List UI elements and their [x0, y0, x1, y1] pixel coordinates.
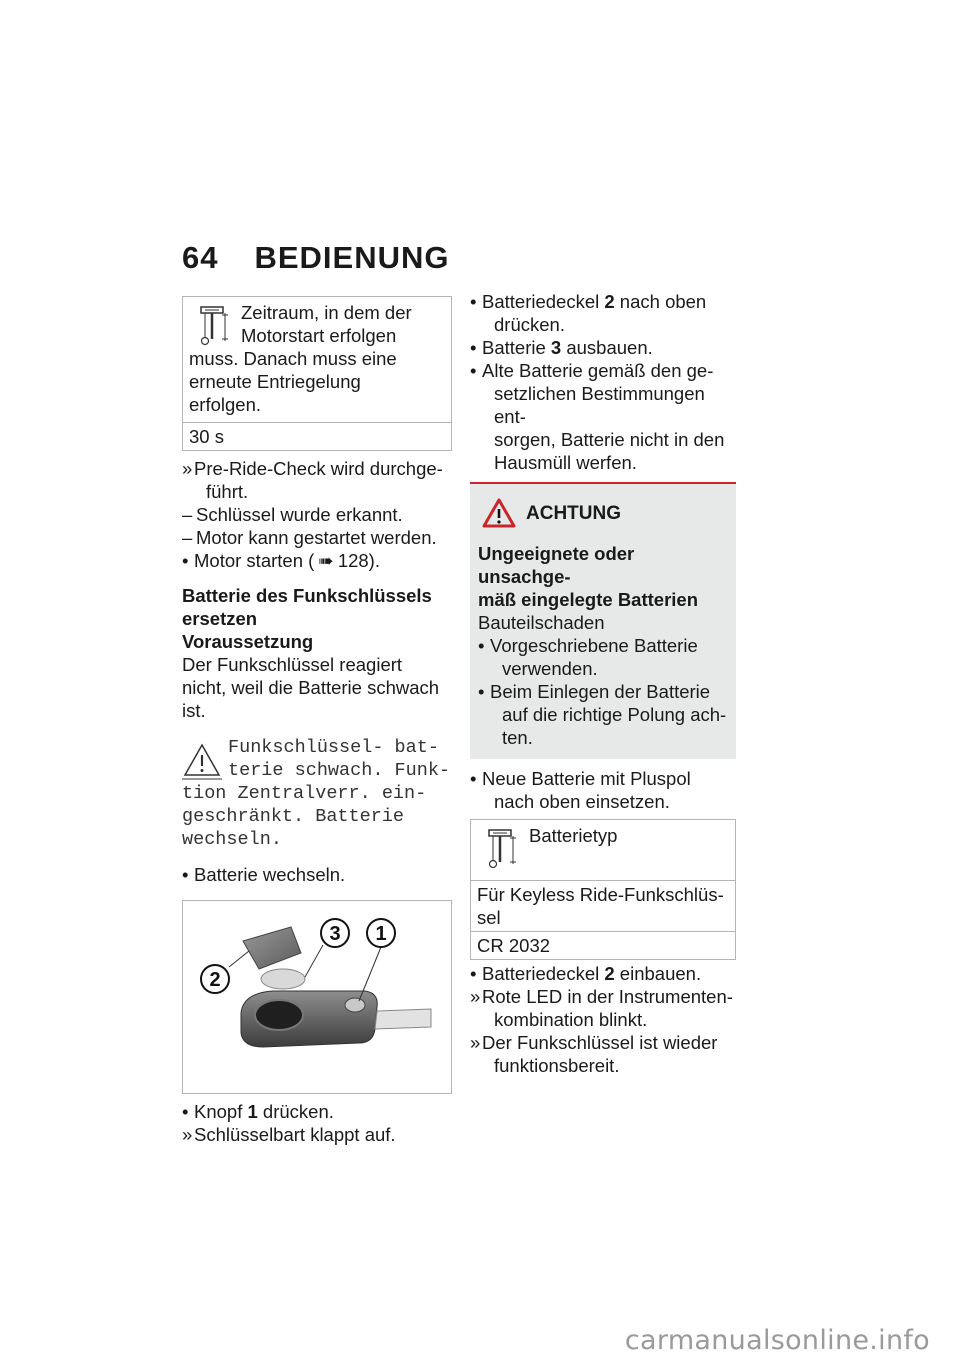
- battery-cover: [243, 927, 301, 969]
- key-illustration: [183, 901, 451, 1093]
- page-header: [182, 240, 450, 276]
- tech-text: erfolgen.: [189, 394, 261, 415]
- bullet: •: [478, 635, 485, 656]
- left-column: [182, 296, 452, 1146]
- caution-box: [470, 482, 736, 759]
- bullet: •: [182, 1101, 189, 1122]
- step-text: Batteriedeckel: [482, 963, 605, 984]
- display-text: Funkschlüssel- bat-: [228, 737, 439, 758]
- step-text: drücken.: [257, 1101, 334, 1122]
- callout-1: 1: [375, 923, 387, 945]
- dash-line: [182, 503, 452, 526]
- caution-text: auf die richtige Polung ach-: [502, 704, 727, 725]
- dash-marker: –: [182, 504, 193, 525]
- step-text: drücken.: [494, 314, 565, 335]
- dash-text: Motor kann gestartet werden.: [196, 527, 437, 548]
- watermark: carmanualsonline.info: [624, 1325, 930, 1356]
- part-number: 2: [604, 963, 615, 984]
- page-ref-arrow-icon: ➠: [318, 550, 334, 571]
- display-text: terie schwach. Funk-: [228, 760, 451, 781]
- key-figure: [182, 900, 452, 1094]
- result-text: Rote LED in der Instrumenten-: [482, 986, 733, 1007]
- result-text: führt.: [206, 481, 249, 502]
- caution-title: ACHTUNG: [526, 502, 621, 524]
- caution-header: [478, 498, 730, 528]
- step-line: [470, 359, 736, 474]
- section-title: BEDIENUNG: [254, 240, 450, 275]
- step-text: sorgen, Batterie nicht in den: [494, 429, 725, 450]
- result-line: [470, 985, 736, 1031]
- result-marker: »: [470, 1032, 481, 1053]
- tech-text: erneute Entriegelung: [189, 371, 361, 392]
- step-text: ausbauen.: [561, 337, 653, 358]
- right-column: [470, 290, 736, 1077]
- bullet: •: [470, 291, 477, 312]
- bullet: •: [478, 681, 485, 702]
- step-text: Batteriedeckel: [482, 291, 605, 312]
- tech-value: 30 s: [183, 422, 451, 450]
- caution-triangle-icon: [482, 498, 516, 528]
- subheading: Voraussetzung: [182, 631, 314, 652]
- result-line: [470, 1031, 736, 1077]
- result-text: funktionsbereit.: [494, 1055, 620, 1076]
- tech-data-box: [182, 296, 452, 451]
- section-heading: ersetzen: [182, 608, 258, 629]
- dash-line: [182, 526, 452, 549]
- caution-text: verwenden.: [502, 658, 598, 679]
- callout-2: 2: [209, 969, 221, 991]
- result-text: kombination blinkt.: [494, 1009, 648, 1030]
- technical-data-icon: [483, 828, 521, 870]
- result-line: [182, 457, 452, 503]
- part-number: 3: [550, 337, 562, 358]
- result-marker: »: [470, 986, 481, 1007]
- step-line: [470, 767, 736, 813]
- tech-text: Zeitraum, in dem der: [241, 302, 412, 323]
- bullet: •: [182, 864, 189, 885]
- caution-text: Beim Einlegen der Batterie: [490, 681, 711, 702]
- callout-3: 3: [329, 923, 341, 945]
- condition-text: nicht, weil die Batterie schwach: [182, 677, 440, 698]
- result-marker: »: [182, 1124, 193, 1145]
- caution-item: [478, 634, 730, 680]
- step-text: Batterie wechseln.: [194, 864, 346, 885]
- technical-data-icon: [195, 305, 233, 347]
- bullet: •: [470, 963, 477, 984]
- step-text: nach oben: [614, 291, 707, 312]
- display-text: tion Zentralverr. ein-: [182, 783, 427, 804]
- bullet: •: [470, 360, 477, 381]
- step-line: [470, 962, 736, 985]
- bullet: •: [182, 550, 189, 571]
- part-number: 2: [604, 291, 615, 312]
- caution-hazard: Ungeeignete oder unsachge-: [478, 543, 635, 587]
- caution-consequence: Bauteilschaden: [478, 612, 605, 633]
- tech-title: Batterietyp: [529, 825, 618, 846]
- page-number: 64: [182, 240, 219, 275]
- step-text: Motor starten (: [194, 550, 315, 571]
- tech-value: CR 2032: [471, 931, 735, 959]
- page-ref: 128).: [337, 550, 380, 571]
- step-text: Alte Batterie gemäß den ge-: [482, 360, 714, 381]
- bullet: •: [470, 768, 477, 789]
- step-text: Batterie: [482, 337, 551, 358]
- step-line: [182, 1100, 452, 1123]
- tech-text: sel: [477, 907, 501, 928]
- release-button: [345, 998, 365, 1012]
- coin-battery: [261, 969, 305, 989]
- key-ring-hole: [255, 1000, 303, 1030]
- caution-text: Vorgeschriebene Batterie: [490, 635, 698, 656]
- tech-text: Motorstart erfolgen: [241, 325, 397, 346]
- key-blade: [375, 1009, 431, 1029]
- tech-text: muss. Danach muss eine: [189, 348, 397, 369]
- tech-text: Für Keyless Ride-Funkschlüs-: [477, 884, 724, 905]
- tech-row: [471, 880, 735, 931]
- condition-text: ist.: [182, 700, 206, 721]
- step-line: [182, 549, 452, 572]
- caution-hazard: mäß eingelegte Batterien: [478, 589, 699, 610]
- result-text: Pre-Ride-Check wird durchge-: [194, 458, 443, 479]
- step-text: Knopf: [194, 1101, 248, 1122]
- step-text: nach oben einsetzen.: [494, 791, 670, 812]
- result-text: Schlüsselbart klappt auf.: [194, 1124, 396, 1145]
- display-message: [182, 736, 452, 851]
- step-text: Neue Batterie mit Pluspol: [482, 768, 691, 789]
- step-text: Hausmüll werfen.: [494, 452, 637, 473]
- step-line: [470, 290, 736, 336]
- tech-data-box: [470, 819, 736, 960]
- step-line: [470, 336, 736, 359]
- display-text: wechseln.: [182, 829, 282, 850]
- dash-marker: –: [182, 527, 193, 548]
- bullet: •: [470, 337, 477, 358]
- display-text: geschränkt. Batterie: [182, 806, 405, 827]
- dash-text: Schlüssel wurde erkannt.: [196, 504, 403, 525]
- step-line: [182, 863, 452, 886]
- part-number: 1: [247, 1101, 258, 1122]
- condition-text: Der Funkschlüssel reagiert: [182, 654, 403, 675]
- result-text: Der Funkschlüssel ist wieder: [482, 1032, 718, 1053]
- step-text: einbauen.: [614, 963, 702, 984]
- caution-text: ten.: [502, 727, 533, 748]
- section-heading: Batterie des Funkschlüssels: [182, 585, 432, 606]
- caution-item: [478, 680, 730, 749]
- step-text: setzlichen Bestimmungen ent-: [494, 383, 705, 427]
- warning-triangle-icon: [182, 742, 222, 780]
- result-marker: »: [182, 458, 193, 479]
- result-line: [182, 1123, 452, 1146]
